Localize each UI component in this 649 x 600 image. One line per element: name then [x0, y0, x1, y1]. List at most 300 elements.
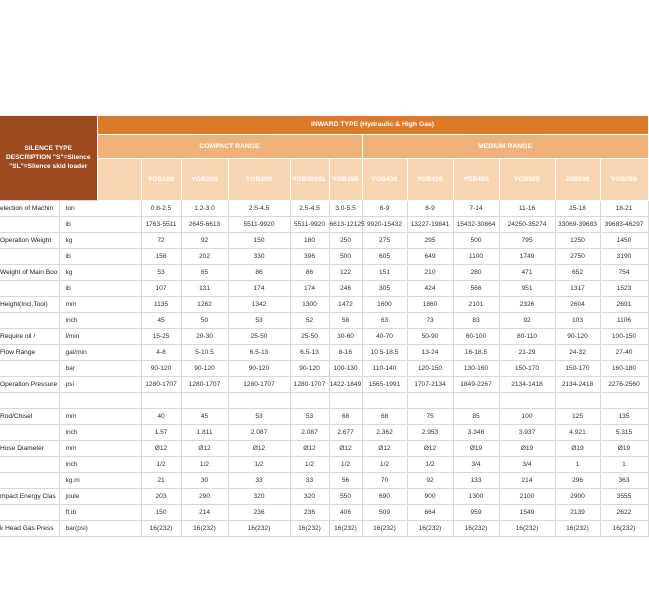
table-cell: 92	[499, 312, 555, 328]
table-cell: 2.677	[329, 424, 362, 440]
model-header: YGB30S	[228, 158, 290, 200]
table-cell: 7-14	[453, 200, 499, 216]
table-row	[0, 392, 648, 408]
table-cell: 92	[407, 472, 453, 488]
model-header-spacer	[97, 158, 141, 200]
table-cell: 1549	[499, 504, 555, 520]
table-cell: 280	[453, 264, 499, 280]
table-row	[0, 360, 648, 376]
table-cell: 1280-1707	[181, 376, 228, 392]
row-label	[0, 472, 59, 488]
row-label: Operation Pressure	[0, 376, 59, 392]
table-cell: 16(232)	[290, 520, 329, 536]
table-cell: Ø12	[228, 440, 290, 456]
table-cell: 40	[141, 408, 181, 424]
table-cell: 566	[453, 280, 499, 296]
table-cell: 246	[329, 280, 362, 296]
table-cell: 83	[453, 312, 499, 328]
table-cell: 2101	[453, 296, 499, 312]
table-cell: 3/4	[499, 456, 555, 472]
table-row	[0, 328, 648, 344]
table-cell: 68	[362, 408, 407, 424]
table-row	[0, 296, 648, 312]
table-cell: 27-40	[600, 344, 648, 360]
table-cell: Ø19	[499, 440, 555, 456]
table-cell: 5.315	[600, 424, 648, 440]
table-row	[0, 344, 648, 360]
table-cell: 25-50	[290, 328, 329, 344]
table-cell: 16(232)	[499, 520, 555, 536]
table-cell: 16(232)	[141, 520, 181, 536]
row-label: Flow Range	[0, 344, 59, 360]
table-cell: 33069-39683	[555, 216, 600, 232]
table-cell: 1	[600, 456, 648, 472]
model-header: YGB30SSL	[290, 158, 329, 200]
table-cell: 2276-2560	[600, 376, 648, 392]
table-cell: 60-100	[453, 328, 499, 344]
table-cell: 1/2	[228, 456, 290, 472]
table-cell: 125	[555, 408, 600, 424]
table-cell: 16(232)	[407, 520, 453, 536]
table-cell: 21	[141, 472, 181, 488]
table-cell: 174	[228, 280, 290, 296]
table-cell: 320	[290, 488, 329, 504]
table-cell: 2.5-4.5	[290, 200, 329, 216]
row-unit: kg	[59, 264, 141, 280]
table-cell: 90-120	[290, 360, 329, 376]
table-row	[0, 456, 648, 472]
table-cell: 65	[181, 264, 228, 280]
inward-type-header: INWARD TYPE (Hydraulic & High Gas)	[97, 116, 648, 134]
silence-type-title: SILENCE TYPE	[24, 145, 73, 153]
table-cell: 305	[362, 280, 407, 296]
table-cell: 130-160	[453, 360, 499, 376]
table-cell: 1300	[290, 296, 329, 312]
table-cell: 295	[407, 232, 453, 248]
table-cell: 174	[290, 280, 329, 296]
row-label: mpact Energy Clas	[0, 488, 59, 504]
table-cell: 6-9	[407, 200, 453, 216]
spec-sheet	[0, 116, 644, 537]
table-cell: 1523	[600, 280, 648, 296]
table-cell: Ø12	[407, 440, 453, 456]
table-cell: 110-140	[362, 360, 407, 376]
row-unit: mm	[59, 440, 141, 456]
table-cell: 2139	[555, 504, 600, 520]
table-cell: 63	[362, 312, 407, 328]
table-cell: 1	[555, 456, 600, 472]
table-cell	[362, 392, 407, 408]
table-cell: 2645-6613	[181, 216, 228, 232]
table-cell: 86	[228, 264, 290, 280]
table-row	[0, 472, 648, 488]
model-header: YGB70S	[600, 158, 648, 200]
table-cell: 500	[329, 248, 362, 264]
medium-range-header: MEDIUM RANGE	[362, 134, 648, 158]
table-cell: 72	[141, 232, 181, 248]
table-cell: Ø12	[329, 440, 362, 456]
table-cell: 53	[290, 408, 329, 424]
table-cell: 15432-30864	[453, 216, 499, 232]
table-cell: 16(232)	[555, 520, 600, 536]
table-row	[0, 376, 648, 392]
row-label: Weight of Main Boo	[0, 264, 59, 280]
table-cell: 3555	[600, 488, 648, 504]
table-cell: 16(232)	[181, 520, 228, 536]
table-row	[0, 232, 648, 248]
table-row	[0, 504, 648, 520]
table-cell: 58	[329, 312, 362, 328]
table-cell: 1749	[499, 248, 555, 264]
row-label	[0, 280, 59, 296]
silence-type-description: DESCRIPTION "S"=Slience	[6, 154, 91, 162]
table-cell: 56	[329, 472, 362, 488]
compact-range-header: COMPACT RANGE	[97, 134, 362, 158]
table-cell: 1/2	[141, 456, 181, 472]
table-cell: 30-60	[329, 328, 362, 344]
table-cell: 900	[407, 488, 453, 504]
row-label	[0, 456, 59, 472]
table-cell: 664	[407, 504, 453, 520]
table-cell: 1849-2267	[453, 376, 499, 392]
table-cell: 1763-5511	[141, 216, 181, 232]
row-unit: bar(psi)	[59, 520, 141, 536]
table-cell: 1100	[453, 248, 499, 264]
table-cell: 690	[362, 488, 407, 504]
row-unit: ft.ib	[59, 504, 141, 520]
table-cell: 150	[228, 232, 290, 248]
table-cell: 100	[499, 408, 555, 424]
table-cell: 236	[290, 504, 329, 520]
table-row	[0, 280, 648, 296]
table-cell: 9920-15432	[362, 216, 407, 232]
table-cell: 15-25	[141, 328, 181, 344]
table-cell: 90-120	[181, 360, 228, 376]
table-cell: 290	[181, 488, 228, 504]
row-label	[0, 312, 59, 328]
table-cell: 5-10.5	[181, 344, 228, 360]
table-cell: 40-70	[362, 328, 407, 344]
row-unit	[59, 392, 141, 408]
table-cell: 1/2	[290, 456, 329, 472]
model-header: YGB50S	[499, 158, 555, 200]
table-cell: 24-32	[555, 344, 600, 360]
row-unit: l/min	[59, 328, 141, 344]
table-cell: 1300	[453, 488, 499, 504]
table-cell: 424	[407, 280, 453, 296]
table-cell: 25-50	[228, 328, 290, 344]
row-label: Operation Weight	[0, 232, 59, 248]
table-cell	[141, 392, 181, 408]
table-cell: 5511-9920	[290, 216, 329, 232]
table-cell: 4.921	[555, 424, 600, 440]
table-cell: 68	[329, 408, 362, 424]
table-row	[0, 248, 648, 264]
table-cell: 53	[228, 408, 290, 424]
table-cell	[555, 392, 600, 408]
table-cell: 652	[555, 264, 600, 280]
table-cell: 1250	[555, 232, 600, 248]
table-cell: 30	[181, 472, 228, 488]
table-cell: 1/2	[362, 456, 407, 472]
table-cell: 2.5-4.5	[228, 200, 290, 216]
table-cell: 1422-1849	[329, 376, 362, 392]
table-cell: 3/4	[453, 456, 499, 472]
table-cell: 100-150	[600, 328, 648, 344]
table-cell: 951	[499, 280, 555, 296]
table-cell	[499, 392, 555, 408]
table-cell: 24250-35274	[499, 216, 555, 232]
table-cell: 1280-1707	[228, 376, 290, 392]
table-cell: 150-170	[555, 360, 600, 376]
model-header: YGB40S	[362, 158, 407, 200]
table-cell: 3.346	[453, 424, 499, 440]
table-cell: 649	[407, 248, 453, 264]
model-header: JSB60S	[555, 158, 600, 200]
table-cell: 1342	[228, 296, 290, 312]
table-row	[0, 200, 648, 216]
table-cell: 210	[407, 264, 453, 280]
table-row	[0, 488, 648, 504]
table-cell: 13227-19841	[407, 216, 453, 232]
row-label: Require oil /	[0, 328, 59, 344]
table-cell: 2134-2418	[555, 376, 600, 392]
row-unit: ib	[59, 248, 141, 264]
row-label	[0, 424, 59, 440]
table-cell	[181, 392, 228, 408]
table-cell: 107	[141, 280, 181, 296]
table-cell: 120-150	[407, 360, 453, 376]
table-cell	[290, 392, 329, 408]
table-cell: 1860	[407, 296, 453, 312]
table-cell: 18-21	[600, 200, 648, 216]
table-cell: 3.0-5.5	[329, 200, 362, 216]
table-cell: 4-8	[141, 344, 181, 360]
table-cell: 214	[499, 472, 555, 488]
spec-table	[0, 116, 649, 537]
table-cell: 1280-1707	[141, 376, 181, 392]
table-cell: 1565-1991	[362, 376, 407, 392]
table-cell: 2326	[499, 296, 555, 312]
table-cell: 1135	[141, 296, 181, 312]
table-cell: 10.5-18.5	[362, 344, 407, 360]
table-cell: Ø12	[141, 440, 181, 456]
table-cell: 330	[228, 248, 290, 264]
row-label	[0, 360, 59, 376]
table-cell: 16-18.5	[453, 344, 499, 360]
table-cell: 90-120	[555, 328, 600, 344]
table-cell: 6613-12125	[329, 216, 362, 232]
table-cell: 11-16	[499, 200, 555, 216]
row-label: Height(Incl.Tool)	[0, 296, 59, 312]
table-cell: 131	[181, 280, 228, 296]
table-cell: 73	[407, 312, 453, 328]
table-cell: 16(232)	[362, 520, 407, 536]
row-label: k Head Gas Press	[0, 520, 59, 536]
table-cell: 16(232)	[228, 520, 290, 536]
table-cell: 180	[290, 232, 329, 248]
table-row	[0, 264, 648, 280]
row-unit: inch	[59, 424, 141, 440]
row-unit: ib	[59, 216, 141, 232]
table-row	[0, 520, 648, 536]
table-cell: 959	[453, 504, 499, 520]
table-cell: 471	[499, 264, 555, 280]
table-cell: 39683-46297	[600, 216, 648, 232]
table-cell: 1472	[329, 296, 362, 312]
table-cell: 92	[181, 232, 228, 248]
table-cell: 754	[600, 264, 648, 280]
table-cell: 8-16	[329, 344, 362, 360]
table-cell: 202	[181, 248, 228, 264]
table-cell: 158	[141, 248, 181, 264]
row-unit: joule	[59, 488, 141, 504]
table-cell: 1280-1707	[290, 376, 329, 392]
table-cell: 1600	[362, 296, 407, 312]
row-label: Rod/Chisel	[0, 408, 59, 424]
table-cell: Ø12	[290, 440, 329, 456]
table-cell: 133	[453, 472, 499, 488]
table-cell	[329, 392, 362, 408]
table-cell: 20-30	[181, 328, 228, 344]
model-header: YGB43S	[407, 158, 453, 200]
table-cell: 45	[141, 312, 181, 328]
table-cell: Ø19	[600, 440, 648, 456]
table-cell: 15-18	[555, 200, 600, 216]
table-cell: 5511-9920	[228, 216, 290, 232]
model-header: YGB35S	[329, 158, 362, 200]
table-cell: 70	[362, 472, 407, 488]
table-cell	[228, 392, 290, 408]
row-unit: mm	[59, 296, 141, 312]
row-unit: bar	[59, 360, 141, 376]
table-cell: 52	[290, 312, 329, 328]
table-cell: 1.57	[141, 424, 181, 440]
table-cell: 1707-2134	[407, 376, 453, 392]
table-cell: 100-130	[329, 360, 362, 376]
table-cell: 396	[290, 248, 329, 264]
table-cell: 2750	[555, 248, 600, 264]
table-cell: 236	[228, 504, 290, 520]
table-cell: 275	[362, 232, 407, 248]
table-cell: 13-24	[407, 344, 453, 360]
table-cell: 80-110	[499, 328, 555, 344]
table-cell: 296	[555, 472, 600, 488]
row-unit: kg.m	[59, 472, 141, 488]
table-cell: 795	[499, 232, 555, 248]
table-cell: 550	[329, 488, 362, 504]
table-cell: 605	[362, 248, 407, 264]
table-cell: 1/2	[181, 456, 228, 472]
table-cell: 2604	[555, 296, 600, 312]
table-cell: 2.087	[228, 424, 290, 440]
table-row	[0, 408, 648, 424]
table-cell: 500	[453, 232, 499, 248]
table-cell: 16(232)	[600, 520, 648, 536]
table-row	[0, 312, 648, 328]
table-cell: 33	[228, 472, 290, 488]
table-cell: 1262	[181, 296, 228, 312]
table-cell: 150	[141, 504, 181, 520]
row-label	[0, 216, 59, 232]
table-row	[0, 424, 648, 440]
row-label	[0, 248, 59, 264]
table-cell: 50	[181, 312, 228, 328]
silence-type-header	[0, 116, 97, 200]
table-cell: 214	[181, 504, 228, 520]
table-cell: 3.937	[499, 424, 555, 440]
row-unit: psi	[59, 376, 141, 392]
table-cell: 2.953	[407, 424, 453, 440]
table-cell: 45	[181, 408, 228, 424]
table-cell: Ø19	[453, 440, 499, 456]
table-cell: 0.8-2.5	[141, 200, 181, 216]
table-cell: 50-90	[407, 328, 453, 344]
model-header: YGB45S	[453, 158, 499, 200]
table-cell	[407, 392, 453, 408]
row-label	[0, 504, 59, 520]
table-cell: Ø12	[362, 440, 407, 456]
table-row	[0, 216, 648, 232]
model-header: YGB10S	[141, 158, 181, 200]
table-cell: 6.5-13	[228, 344, 290, 360]
table-cell: 1/2	[329, 456, 362, 472]
table-cell: 2622	[600, 504, 648, 520]
table-cell: 203	[141, 488, 181, 504]
table-cell: Ø19	[555, 440, 600, 456]
row-unit: ib	[59, 280, 141, 296]
table-cell: 85	[453, 408, 499, 424]
table-cell	[600, 392, 648, 408]
table-cell: 151	[362, 264, 407, 280]
table-cell: 135	[600, 408, 648, 424]
table-cell: 2.362	[362, 424, 407, 440]
row-unit: inch	[59, 456, 141, 472]
table-cell: 1/2	[407, 456, 453, 472]
table-cell: 406	[329, 504, 362, 520]
table-cell: 1.811	[181, 424, 228, 440]
row-unit: kg	[59, 232, 141, 248]
table-cell: 6-9	[362, 200, 407, 216]
table-cell: 33	[290, 472, 329, 488]
table-cell: 2100	[499, 488, 555, 504]
table-cell: 1.2-3.0	[181, 200, 228, 216]
table-cell: 320	[228, 488, 290, 504]
table-cell: 53	[141, 264, 181, 280]
table-cell: 3190	[600, 248, 648, 264]
table-cell: 2900	[555, 488, 600, 504]
table-cell: 1106	[600, 312, 648, 328]
model-header: YGB20S	[181, 158, 228, 200]
table-cell: 16(232)	[453, 520, 499, 536]
table-cell: 21-29	[499, 344, 555, 360]
table-cell: 103	[555, 312, 600, 328]
row-unit: mm	[59, 408, 141, 424]
table-cell: 75	[407, 408, 453, 424]
table-cell: 1317	[555, 280, 600, 296]
row-unit: inch	[59, 312, 141, 328]
table-cell: 2691	[600, 296, 648, 312]
table-cell: 90-120	[141, 360, 181, 376]
table-cell: 16(232)	[329, 520, 362, 536]
table-cell: 122	[329, 264, 362, 280]
table-cell: 250	[329, 232, 362, 248]
silence-type-skid-note: "SL"=Slience skid loader	[9, 163, 88, 171]
table-cell: 160-180	[600, 360, 648, 376]
table-row	[0, 440, 648, 456]
table-cell: 2134-1418	[499, 376, 555, 392]
row-label	[0, 392, 59, 408]
